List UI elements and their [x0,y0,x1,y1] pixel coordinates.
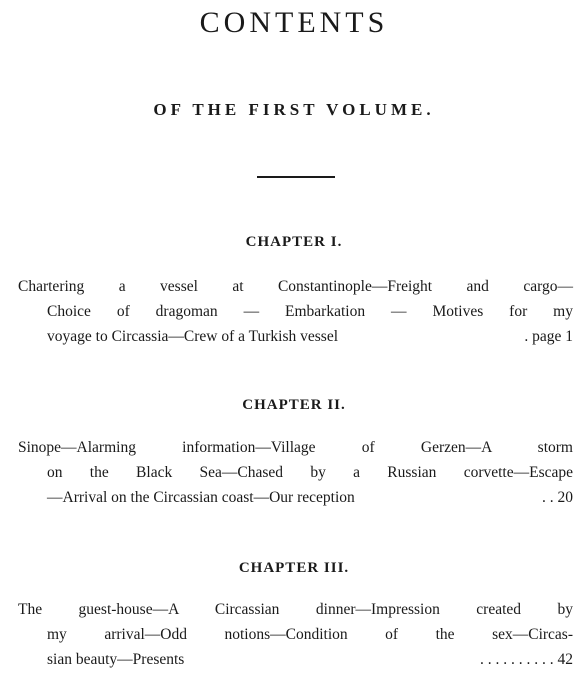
chapter-heading-1: CHAPTER I. [245,234,343,250]
page-number: . . 20 [542,489,573,506]
entry-line: Sinope—Alarming information—Village of Gerzen—A storm [18,439,573,456]
entry-line: on the Black Sea—Chased by a Russian corvette—Escape [47,464,573,481]
entry-line-text: voyage to Circassia—Crew of a Turkish vessel [47,328,339,345]
entry-line-last [18,485,573,510]
entry-line-text: sian beauty—Presents [47,651,185,668]
entry-line: my arrival—Odd notions—Condition of the sex—Circas- [47,626,573,643]
chapter-entry-3 [18,597,573,672]
page-number: . . . . . . . . . . 42 [480,651,573,668]
entry-line: Choice of dragoman — Embarkation — Motives for my [47,303,573,320]
entry-line-last [18,324,573,349]
page-title: CONTENTS [199,6,389,39]
page-number: . page 1 [524,328,573,345]
page-subtitle: OF THE FIRST VOLUME. [153,100,435,119]
chapter-heading-3: CHAPTER III. [238,560,350,576]
chapter-entry-2 [18,435,573,510]
chapter-entry-1 [18,274,573,349]
entry-line-last [18,647,573,672]
entry-line-text: —Arrival on the Circassian coast—Our reception [47,489,355,506]
chapter-heading-2: CHAPTER II. [242,397,346,413]
entry-line: The guest-house—A Circassian dinner—Impression created by [18,601,573,618]
entry-line: Chartering a vessel at Constantinople—Freight and cargo— [18,278,573,295]
divider-rule [257,176,335,178]
